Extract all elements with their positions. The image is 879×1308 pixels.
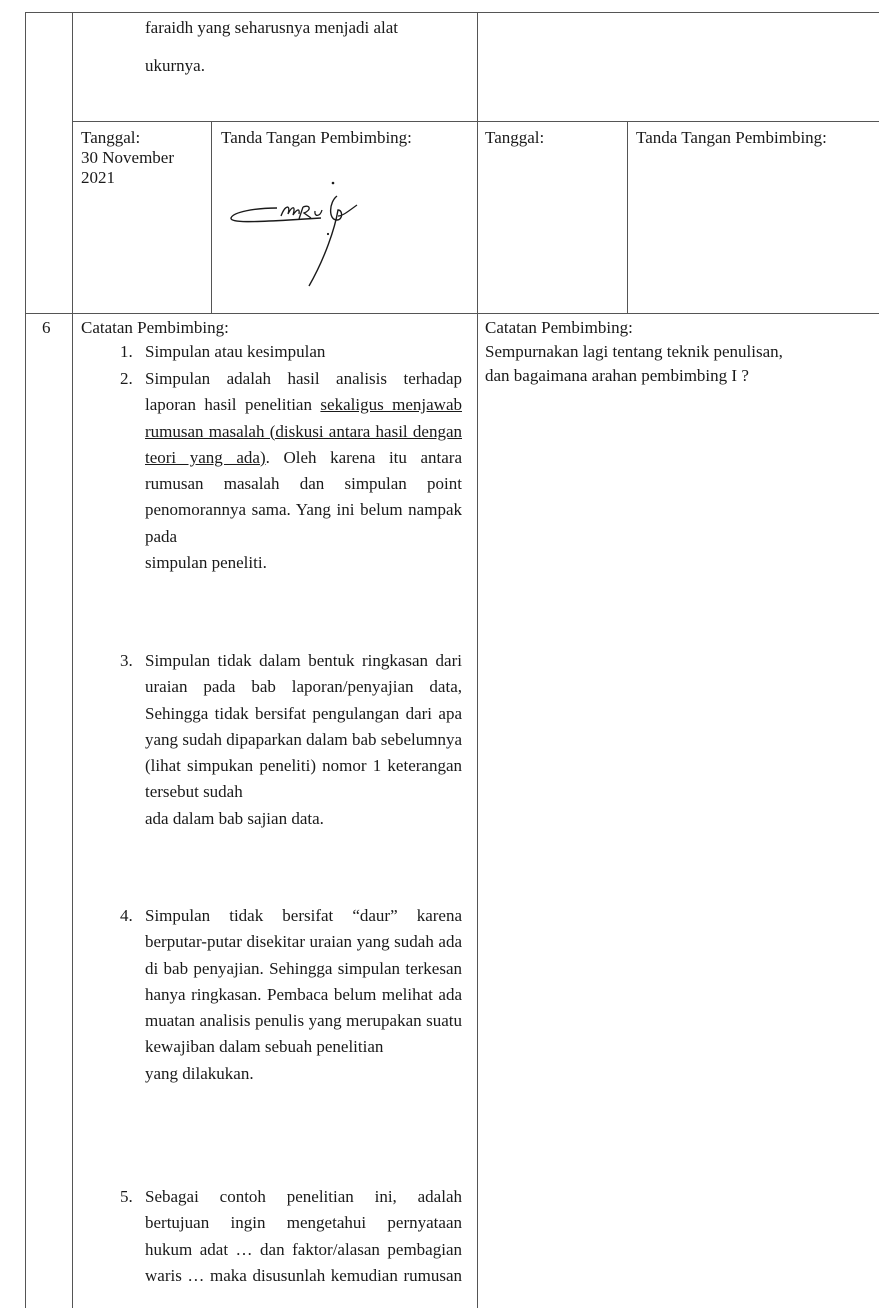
list-item-text-part: Sebagai contoh penelitian ini, adalah bertujuan ingin mengetahui pernyataan hukum adat … dan faktor/alasan pembagian waris … maka disusunlah kemudian rumusan [145,1187,462,1285]
list-item-text [145,1184,462,1289]
list-item-number: 3. [120,651,133,670]
list-item-number: 5. [120,1187,133,1206]
list-item-last-line: simpulan peneliti. [145,553,267,573]
list-item-last-line: ada dalam bab sajian data. [145,808,324,828]
list-item-number: 2. [120,369,133,388]
right-note-line-1: Sempurnakan lagi tentang teknik penulisan, [485,342,783,361]
list-item-number: 1. [120,342,133,361]
list-item-text-part: Simpulan tidak dalam bentuk ringkasan dari uraian pada bab laporan/penyajian data, Sehingga tidak bersifat pengulangan dari apa yang sudah dipaparkan dalam bab sebelumnya (lihat simpukan peneliti) nomor 1 keterangan tersebut sudah [145,651,462,802]
date-label-left: Tanggal: [81,128,141,147]
row-number: 6 [42,318,51,337]
list-item-text-part: Simpulan tidak bersifat “daur” karena berputar-putar disekitar uraian yang sudah ada di bab penyajian. Sehingga simpulan terkesan hanya ringkasan. Pembaca belum melihat ada muatan analisis penulis yang merupakan suatu kewajiban dalam sebuah penelitian [145,906,462,1057]
right-note-line-2: dan bagaimana arahan pembimbing I ? [485,366,749,385]
list-item-number: 4. [120,906,133,925]
notes-heading-right: Catatan Pembimbing: [485,318,633,337]
top-note-line-2: ukurnya. [145,56,205,75]
list-item-text [145,366,462,576]
list-item-text-part: . Oleh karena itu antara rumusan masalah dan simpulan point penomorannya sama. Yang ini belum nampak pada [145,447,463,546]
signature-row-top-border [72,121,879,122]
list-item-text-part: Simpulan adalah hasil analisis terhadap laporan hasil penelitian [145,369,462,415]
date-value-line-2: 2021 [81,168,115,187]
signature-label-right: Tanda Tangan Pembimbing: [636,128,827,147]
number-column-divider [72,12,73,1308]
date-column-divider-left [211,121,212,313]
date-value-line-1: 30 November [81,148,175,167]
list-item-last-line: yang dilakukan. [145,1063,254,1083]
middle-column-divider [477,12,478,1308]
list-item-text: Simpulan atau kesimpulan [145,342,326,361]
top-note-line-1: faraidh yang seharusnya menjadi alat [145,18,399,37]
date-label-right: Tanggal: [485,128,545,147]
table-border-left [25,12,26,1308]
signature-label-left: Tanda Tangan Pembimbing: [221,128,412,147]
table-border-top [25,12,879,13]
date-column-divider-right [627,121,628,313]
handwritten-signature-icon [225,180,375,295]
list-item-text [145,648,462,832]
notes-heading-left: Catatan Pembimbing: [81,318,229,337]
underlined-text: sekaligus menjawab rumusan masalah (diskusi antara hasil dengan teori yang ada) [145,395,462,467]
row6-top-border [25,313,879,314]
list-item-text [145,903,462,1087]
